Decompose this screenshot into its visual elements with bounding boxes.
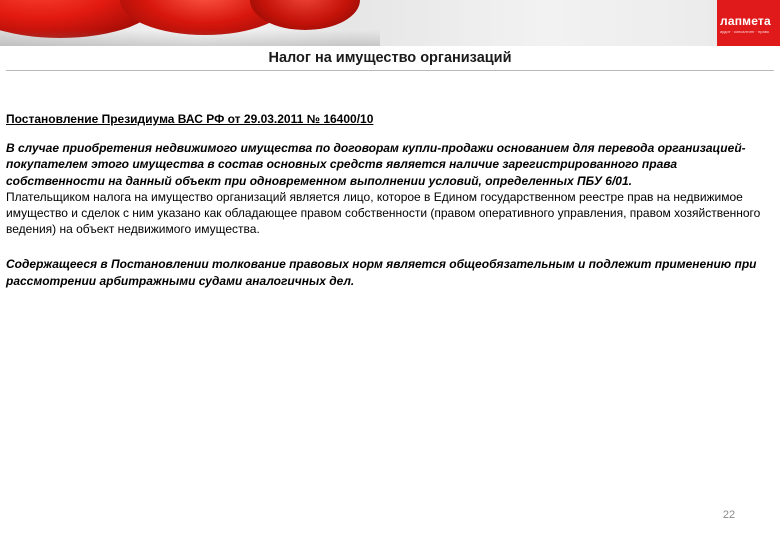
title-divider [6,70,774,71]
paragraph-fixed-assets: В случае приобретения недвижимого имущества по договорам купли-продажи основанием для перевода организацией-покупателем этого имущества в состав основных средств является наличие зарегистрированного права собственности на данный объект при одновременном выполнении условий, определенных ПБУ 6/01. [6,141,746,188]
paragraph-taxpayer: Плательщиком налога на имущество организаций является лицо, которое в Едином государственном реестре прав на недвижимое имущество и сделок с ним указано как обладающее правом собственности (правом оперативного управления, правом хозяйственного ведения) на объект недвижимого имущества. [6,189,761,237]
logo-text: лапмета [720,14,771,28]
floor-shadow [0,30,380,46]
page-number: 22 [722,509,736,521]
red-chair-image [250,0,360,30]
slide-body [6,111,772,289]
spacer [6,237,772,256]
ruling-heading: Постановление Президиума ВАС РФ от 29.03.2011 № 16400/10 [6,112,374,126]
company-logo [717,0,780,46]
logo-tagline: аудит · консалтинг · право [720,29,769,34]
paragraph-interpretation: Содержащееся в Постановлении толкование правовых норм является общеобязательным и подлежит применению при рассмотрении арбитражными судами аналогичных дел. [6,257,757,288]
slide-title: Налог на имущество организаций [268,50,512,66]
header-banner [0,0,780,46]
